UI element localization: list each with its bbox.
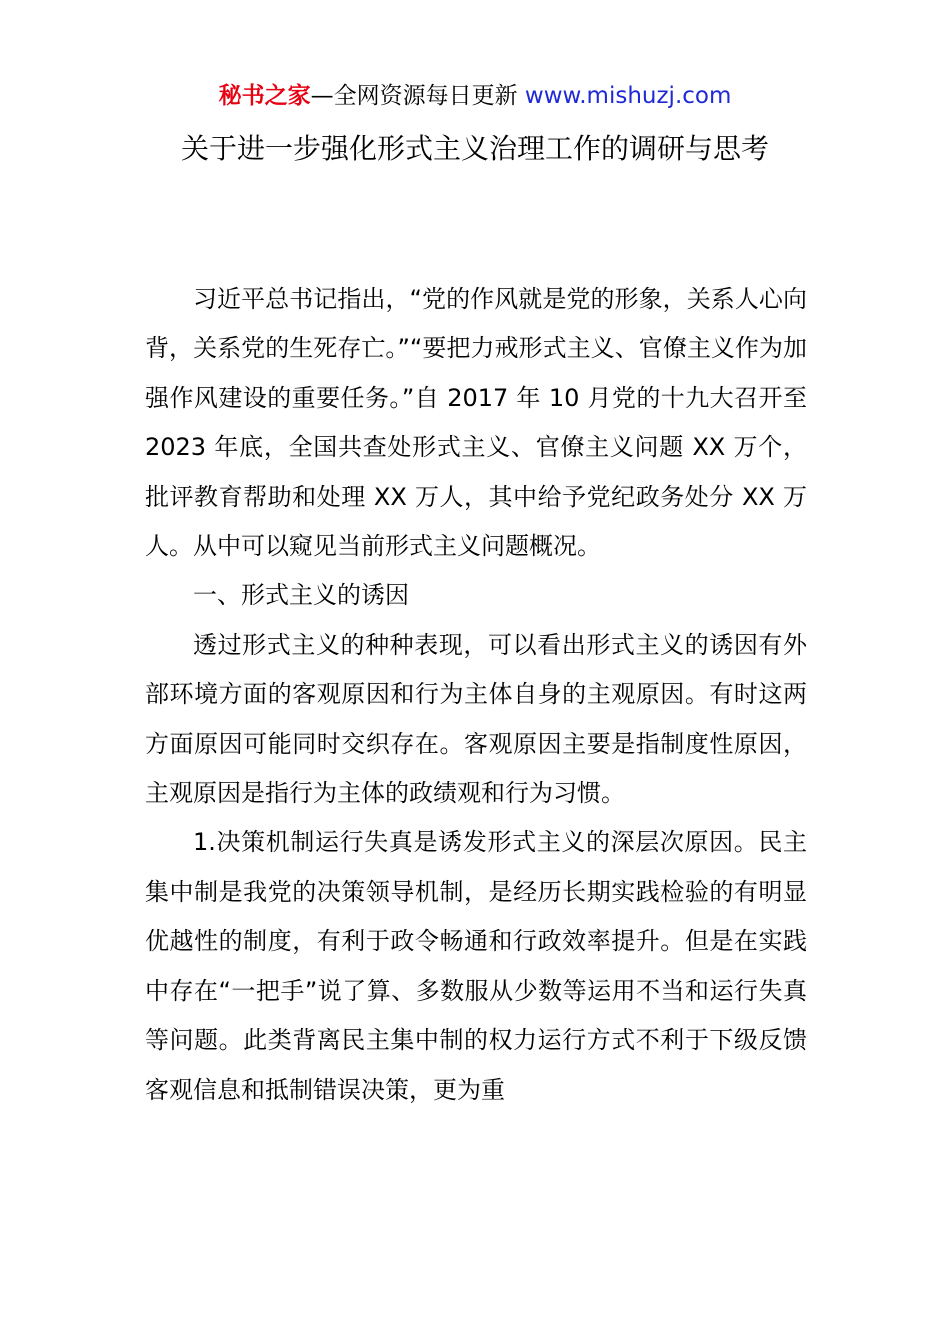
paragraph-point-1: 1.决策机制运行失真是诱发形式主义的深层次原因。民主集中制是我党的决策领导机制，是经历长期实践检验的有明显优越性的制度，有利于政令畅通和行政效率提升。但是在实践中存在“一把手”说了算、多数服从少数等运用不当和运行失真等问题。此类背离民主集中制的权力运行方式不利于下级反馈客观信息和抵制错误决策，更为重 (145, 828, 807, 1104)
document-title: 关于进一步强化形式主义治理工作的调研与思考 (180, 132, 769, 165)
paragraph-intro: 习近平总书记指出，“党的作风就是党的形象，关系人心向背，关系党的生死存亡。”“要把力戒形式主义、官僚主义作为加强作风建设的重要任务。”自 2017 年 10 月党的十九大召开至 2023 年底，全国共查处形式主义、官僚主义问题 XX 万个，批评教育帮助和处理 XX 万人，其中给予党纪政务处分 XX 万人。从中可以窥见当前形式主义问题概况。 (145, 285, 807, 561)
section-heading: 一、形式主义的诱因 (193, 581, 409, 610)
site-header (0, 80, 950, 112)
paragraph-causes: 透过形式主义的种种表现，可以看出形式主义的诱因有外部环境方面的客观原因和行为主体自身的主观原因。有时这两方面原因可能同时交织存在。客观原因主要是指制度性原因，主观原因是指行为主体的政绩观和行为习惯。 (145, 630, 807, 808)
site-brand: 秘书之家 (218, 83, 311, 109)
site-slogan: —全网资源每日更新 (310, 83, 518, 109)
site-url-link[interactable]: www.mishuzj.com (524, 83, 732, 109)
document-body (145, 275, 807, 1115)
